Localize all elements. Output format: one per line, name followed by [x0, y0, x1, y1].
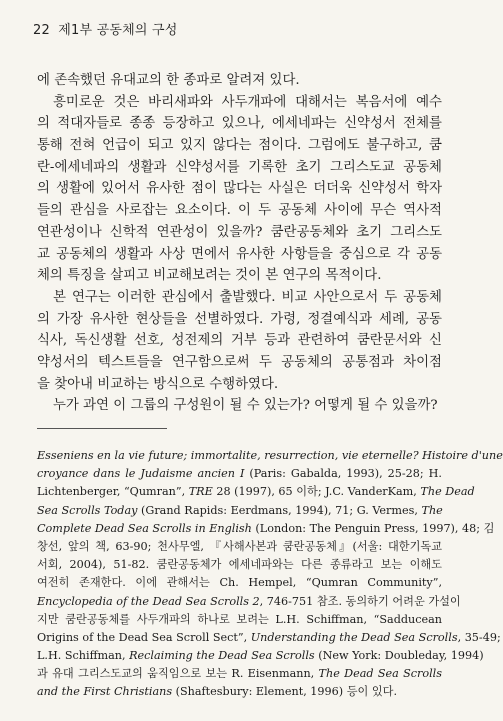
italic-title: The Dead Sea Scrolls — [318, 667, 442, 681]
main-text — [37, 70, 442, 417]
text-line: 의 생활에 있어서 유사한 점이 많다는 사실은 더더욱 신약성서 학자 — [37, 181, 442, 197]
italic-title: Encyclopedia of the Dead Sea Scrolls 2 — [37, 594, 260, 608]
footnote-text: 여전히 존재한다. 이에 관해서는 Ch. Hempel, “Qumran Community”, — [37, 576, 442, 590]
text-line: 란-에세네파의 생활과 신약성서를 기록한 초기 그리스도교 공동체 — [37, 159, 442, 175]
text-line: 에 존속했던 유대교의 한 종파로 알려져 있다. — [37, 73, 300, 88]
text-line: 교 공동체의 생활과 사상 면에서 유사한 사항들을 중심으로 각 공동 — [37, 246, 442, 262]
footnote-line — [37, 574, 442, 592]
text-line: 체의 특징을 살피고 비교해보려는 것이 본 연구의 목적이다. — [37, 268, 382, 284]
italic-title: and the First Christians — [37, 685, 173, 699]
text-line: 약성서의 텍스트들을 연구함으로써 두 공동체의 공통점과 차이점 — [37, 354, 442, 370]
footnote-text: , 35-49; — [457, 630, 501, 644]
footnote-line — [37, 611, 442, 629]
footnote-line — [37, 593, 461, 611]
text-line: 연관성이나 신학적 연관성이 있을까? 쿰란공동체와 초기 그리스도 — [37, 224, 442, 240]
text-line: 을 찾아내 비교하는 방식으로 수행하였다. — [37, 376, 279, 392]
footnote-line — [37, 556, 442, 574]
footnote-line — [37, 647, 484, 665]
footnote-text: 창선, 앞의 책, 63-90; 천사무엘, 『사해사본과 쿰란공동체』(서울: 대한기독교 — [37, 539, 442, 553]
footnote-text: , 746-751 참조. 동의하기 어려운 가설이 — [259, 594, 461, 608]
footnote-line — [37, 483, 475, 501]
footnote-line — [37, 465, 442, 483]
footnote-line — [37, 538, 442, 556]
text-line: 식사, 독신생활 선호, 성전제의 거부 등과 관련하여 쿰란문서와 신 — [37, 333, 442, 349]
page-number: 22 — [33, 23, 50, 38]
footnote-text: Origins of the Dead Sea Scroll Sect”, — [37, 630, 251, 644]
footnote-line — [37, 683, 442, 701]
italic-title: Understanding the Dead Sea Scrolls — [250, 630, 458, 644]
italic-title: The Dead — [420, 485, 475, 499]
footnote-text: Lichtenberger, “Qumran”, — [37, 485, 189, 499]
footnote-text: L.H. Schiffman, — [37, 649, 130, 663]
italic-title: Sea Scrolls Today — [37, 503, 138, 517]
italic-title: TRE — [188, 485, 213, 499]
text-line: 들의 관심을 사로잡는 요소이다. 이 두 공동체 사이에 무슨 역사적 — [37, 203, 442, 219]
footnote-block — [37, 447, 503, 702]
footnote-text: (London: The Penguin Press, 1997), 48; 김 — [251, 521, 495, 535]
footnote-line — [37, 502, 442, 520]
text-line: 통해 전혀 언급이 되고 있지 않다는 점이다. 그럼에도 불구하고, 쿰 — [37, 138, 442, 154]
footnote-line — [37, 665, 442, 683]
footnote-text: 과 유대 그리스도교의 움직임으로 보는 R. Eisenmann, — [37, 667, 319, 681]
italic-title: Reclaiming the Dead Sea Scrolls — [129, 649, 315, 663]
running-header — [33, 19, 178, 38]
footnote-text: 지만 쿰란공동체를 사두개파의 하나로 보려는 L.H. Schiffman, “Sadducean — [37, 612, 442, 626]
text-line: 의 적대자들로 종종 등장하고 있으나, 에세네파는 신약성서 전체를 — [37, 116, 442, 132]
footnote-text: (Grand Rapids: Eerdmans, 1994), 71; G. Vermes, — [137, 503, 422, 517]
part-title: 제1부 공동체의 구성 — [58, 23, 178, 38]
footnote-separator — [37, 428, 167, 429]
footnote-text: (Paris: Gabalda, 1993), 25-28; H. — [244, 467, 442, 481]
italic-title: The — [421, 503, 443, 517]
text-line: 의 가장 유사한 현상들을 선별하였다. 가령, 정결예식과 세례, 공동 — [37, 311, 442, 327]
footnote-text: (New York: Doubleday, 1994) — [314, 649, 484, 663]
text-line: 누가 과연 이 그룹의 구성원이 될 수 있는가? 어떻게 될 수 있을까? — [53, 398, 438, 414]
footnote-line — [37, 447, 503, 465]
footnote-line — [37, 520, 495, 538]
italic-title: Complete Dead Sea Scrolls in English — [37, 521, 252, 535]
footnote-text: 서회, 2004), 51-82. 쿰란공동체가 에세네파와는 다른 종류라고 보는 이해도 — [37, 558, 442, 572]
text-line: 본 연구는 이러한 관심에서 출발했다. 비교 사안으로서 두 공동체 — [53, 289, 442, 305]
italic-title: croyance dans le Judaisme ancien I — [37, 467, 245, 481]
text-line: 흥미로운 것은 바리새파와 사두개파에 대해서는 복음서에 예수 — [53, 94, 442, 110]
footnote-text: 28 (1997), 65 이하; J.C. VanderKam, — [212, 485, 421, 499]
footnote-line — [37, 629, 501, 647]
italic-title: Esseniens en la vie future; immortalite, resurrection, vie eternelle? Histoire d'une — [37, 449, 503, 462]
footnote-text: (Shaftesbury: Element, 1996) 등이 있다. — [172, 685, 398, 699]
